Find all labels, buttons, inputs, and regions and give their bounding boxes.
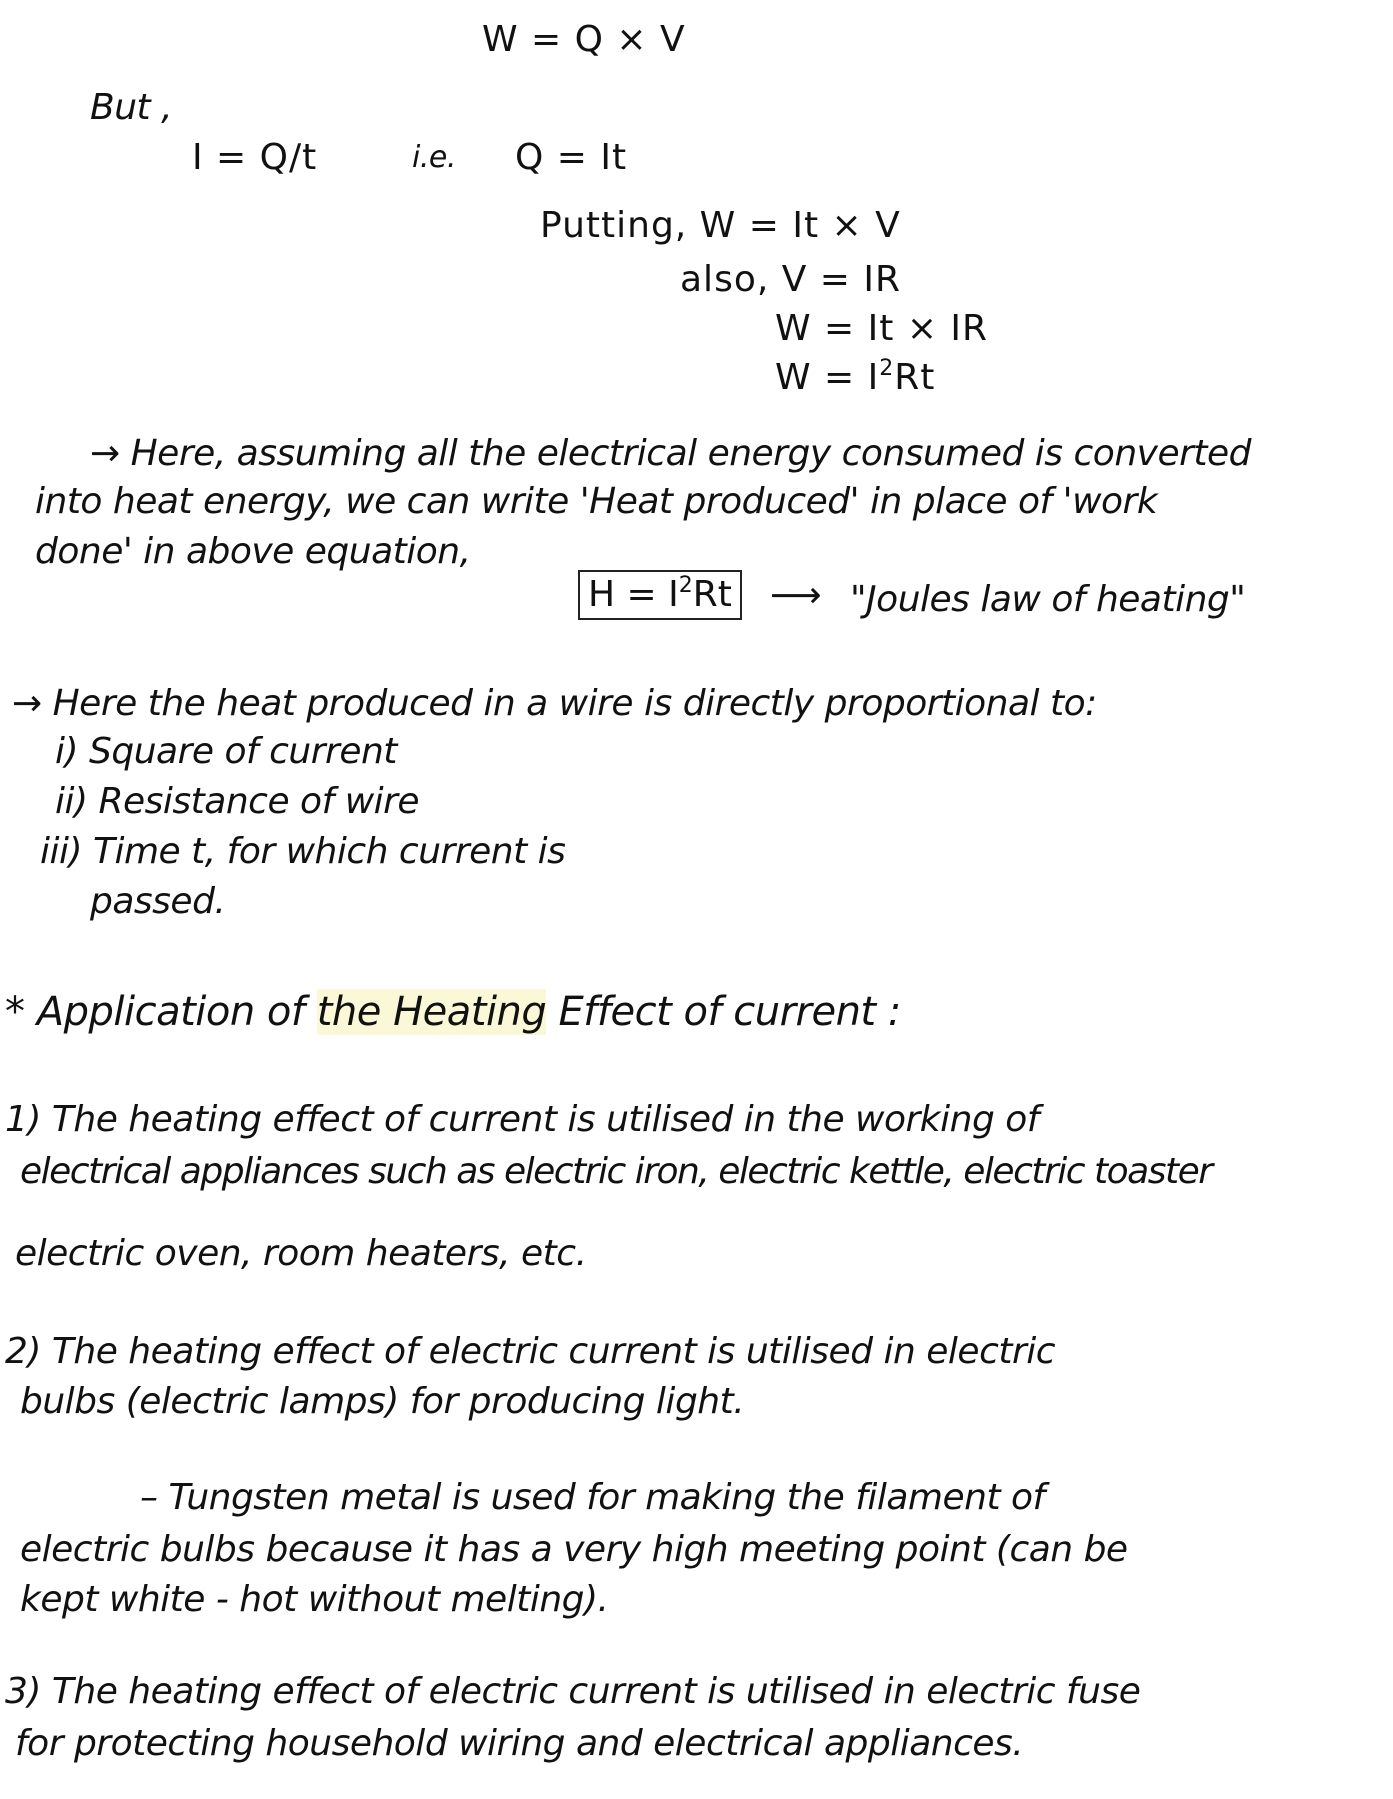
equation-putting: Putting, W = It × V [540,205,901,246]
heading-highlighted: the Heating [316,989,547,1035]
tungsten-line-2: electric bulbs because it has a very high meeting point (can be [20,1529,1128,1570]
joules-law-formula-box [578,570,742,620]
equation-w-i2rt [775,356,935,400]
but-label: But , [90,87,173,128]
heading-post: Effect of current : [546,989,901,1035]
proportional-intro: → Here the heat produced in a wire is directly proportional to: [12,683,1097,724]
equation-w-it-ir: W = It × IR [775,308,989,349]
explanation-line-3: done' in above equation, [35,531,471,572]
explanation-line-2: into heat energy, we can write 'Heat produced' in place of 'work [35,481,1158,522]
formula-tail: Rt [692,574,732,615]
eq6-sup: 2 [879,356,895,381]
application-3-line-1: 3) The heating effect of electric current is utilised in electric fuse [5,1671,1141,1712]
tungsten-line-3: kept white - hot without melting). [20,1579,609,1620]
application-1-line-3: electric oven, room heaters, etc. [15,1233,587,1274]
eq6-base: W = I [775,357,880,398]
formula-sup: 2 [678,573,693,598]
proportional-item-1: i) Square of current [55,731,397,772]
equation-q-it: Q = It [515,137,628,178]
arrow-icon: ⟶ [770,575,822,616]
formula-base: H = I [588,574,679,615]
equation-v-ir: also, V = IR [680,259,902,300]
ie-label: i.e. [412,140,456,175]
star-icon: * [5,989,25,1035]
application-1-line-2: electrical appliances such as electric iron, electric kettle, electric toaster [20,1151,1212,1192]
tungsten-line-1: – Tungsten metal is used for making the filament of [140,1477,1045,1518]
applications-heading [5,990,901,1034]
equation-i-q-t: I = Q/t [192,137,318,178]
eq6-tail: Rt [894,357,936,398]
equation-w-qv: W = Q × V [482,19,686,60]
proportional-item-2: ii) Resistance of wire [55,781,420,822]
joules-law-name: "Joules law of heating" [850,579,1246,620]
application-1-line-1: 1) The heating effect of current is utilised in the working of [5,1099,1039,1140]
application-3-line-2: for protecting household wiring and electrical appliances. [15,1723,1024,1764]
proportional-item-3: iii) Time t, for which current is [40,831,566,872]
heading-pre: Application of [36,989,317,1035]
application-2-line-1: 2) The heating effect of electric current is utilised in electric [5,1331,1056,1372]
explanation-line-1: → Here, assuming all the electrical energy consumed is converted [90,433,1252,474]
application-2-line-2: bulbs (electric lamps) for producing light. [20,1381,745,1422]
proportional-continuation: passed. [90,881,226,922]
